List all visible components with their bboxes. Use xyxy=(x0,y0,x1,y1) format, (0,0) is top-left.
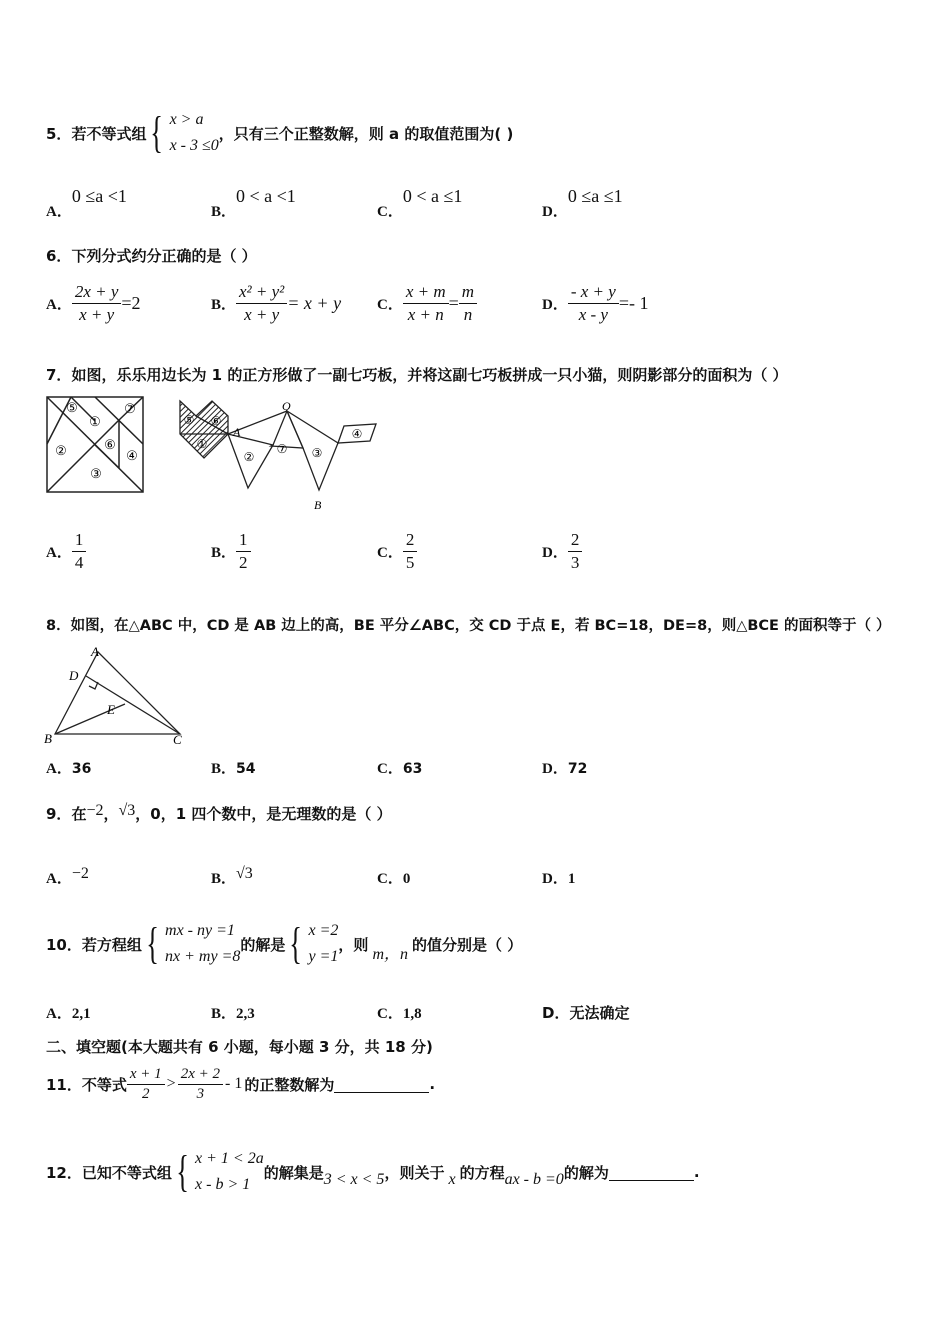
answer-blank[interactable] xyxy=(609,1164,694,1181)
denominator: x + y xyxy=(244,305,280,324)
fraction xyxy=(236,530,251,573)
option-value: 1,8 xyxy=(402,1006,422,1022)
q10-text-mid: 的解是 xyxy=(240,935,286,954)
q9-option-a[interactable] xyxy=(46,862,89,887)
numerator: 2 xyxy=(568,530,583,552)
rhs: =2 xyxy=(121,293,141,313)
option-value: 0 ≤a ≤1 xyxy=(567,186,623,206)
q7-number: 7． xyxy=(46,366,72,384)
option-value: √3 xyxy=(236,865,253,882)
q7-option-d[interactable] xyxy=(542,530,582,573)
cat-label-4: ④ xyxy=(351,427,363,441)
left-brace: { xyxy=(289,919,303,968)
q12-number: 12． xyxy=(46,1163,82,1182)
fraction xyxy=(236,282,287,325)
q7-option-a[interactable] xyxy=(46,530,86,573)
option-value: 2,1 xyxy=(71,1006,91,1022)
option-value: 54 xyxy=(236,761,256,777)
q10-solution-system xyxy=(285,918,338,970)
q5-number: 5． xyxy=(46,124,72,143)
q9-number: 9． xyxy=(46,805,72,823)
cat-label-5: ⑤ xyxy=(183,413,195,427)
q5-option-c[interactable] xyxy=(377,186,463,220)
tangram-square-figure xyxy=(44,394,148,496)
fraction-right xyxy=(178,1066,223,1103)
q12-text-post: 的解为 xyxy=(563,1163,609,1182)
cat-label-1: ① xyxy=(196,437,208,451)
left-brace: { xyxy=(176,1147,189,1196)
q12-text-mid2: ，则关于 xyxy=(384,1163,445,1182)
option-label: C． xyxy=(377,871,403,887)
q10-sys2-row2: y =1 xyxy=(308,948,339,965)
cat-point-b: B xyxy=(314,498,322,512)
question-9 xyxy=(46,803,392,824)
q6-option-d[interactable] xyxy=(542,282,648,325)
q8-option-c[interactable] xyxy=(377,757,422,778)
numerator: x² + y² xyxy=(236,282,287,304)
q10-sys1-row1: mx - ny =1 xyxy=(165,922,235,939)
q12-text-pre: 已知不等式组 xyxy=(81,1163,172,1182)
option-label: D． xyxy=(542,761,568,777)
q10-text-post: 的值分别是（ ） xyxy=(412,935,523,954)
tangram-cat-figure xyxy=(176,398,382,514)
point-b-label: B xyxy=(44,731,52,746)
q5-text-post: ，只有三个正整数解，则 a 的取值范围为( ) xyxy=(218,124,514,143)
q12-var: x xyxy=(448,1171,456,1188)
q5-option-d[interactable] xyxy=(542,186,623,220)
option-label: B． xyxy=(211,761,237,777)
q12-solution: 3 < x < 5 xyxy=(323,1171,385,1188)
fraction xyxy=(72,530,87,573)
label-4: ④ xyxy=(126,448,138,463)
q10-text-pre: 若方程组 xyxy=(81,935,142,954)
option-label: B． xyxy=(211,297,237,313)
q12-inequality-system xyxy=(172,1146,264,1198)
q10-equation-system xyxy=(142,918,240,970)
question-8 xyxy=(46,614,891,635)
numerator: 1 xyxy=(236,530,251,552)
q5-option-b[interactable] xyxy=(211,186,296,220)
q11-tail: - 1 xyxy=(224,1075,243,1092)
cat-label-7: ⑦ xyxy=(276,442,288,456)
option-value: 0 xyxy=(402,871,411,887)
q6-option-b[interactable] xyxy=(211,282,341,325)
rhs: =- 1 xyxy=(618,293,649,313)
denominator: 4 xyxy=(74,553,84,572)
answer-blank[interactable] xyxy=(334,1076,429,1093)
rhs: = x + y xyxy=(287,293,342,313)
denominator: 2 xyxy=(142,1085,150,1102)
q8-option-a[interactable] xyxy=(46,757,91,778)
option-label: C． xyxy=(377,297,403,313)
q11-operator: > xyxy=(166,1075,176,1092)
q12-text-mid3: 的方程 xyxy=(459,1163,505,1182)
question-5 xyxy=(46,108,513,158)
section-2-title: 二、填空题(本大题共有 6 小题，每小题 3 分，共 18 分) xyxy=(46,1038,433,1056)
q6-text: 下列分式约分正确的是（ ） xyxy=(71,247,257,265)
label-1: ① xyxy=(89,414,101,429)
numerator: 1 xyxy=(72,530,87,552)
equals-sign: = xyxy=(448,293,459,313)
question-11 xyxy=(46,1062,435,1106)
q10-option-d[interactable] xyxy=(542,1002,629,1023)
q9-sep: ， xyxy=(103,805,119,823)
option-label: B． xyxy=(211,204,237,220)
option-label: A． xyxy=(46,1006,72,1022)
left-brace: { xyxy=(146,919,159,968)
option-value: 0 < a <1 xyxy=(236,186,296,206)
denominator: 3 xyxy=(196,1085,205,1102)
label-6: ⑥ xyxy=(104,437,116,452)
option-label: D． xyxy=(542,545,568,561)
fraction xyxy=(72,282,122,325)
q9-text-post: ，0，1 四个数中，是无理数的是（ ） xyxy=(135,805,392,823)
option-label: C． xyxy=(377,1006,403,1022)
q12-end: . xyxy=(693,1163,700,1181)
q11-number: 11． xyxy=(46,1075,82,1094)
label-3: ③ xyxy=(90,466,102,481)
q7-option-c[interactable] xyxy=(377,530,417,573)
q10-text-then: ，则 xyxy=(338,935,369,954)
fraction xyxy=(568,282,619,325)
option-value: 2,3 xyxy=(236,1006,255,1022)
option-value: 1 xyxy=(567,871,576,887)
q5-text-pre: 若不等式组 xyxy=(71,124,147,143)
q12-sys-row1: x + 1 < 2a xyxy=(195,1150,264,1167)
option-value: 0 ≤a <1 xyxy=(71,186,127,206)
q8-number: 8． xyxy=(46,618,71,634)
point-e-label: E xyxy=(107,702,115,717)
q9-option-d[interactable] xyxy=(542,867,575,888)
q9-option-c[interactable] xyxy=(377,867,410,888)
q8-option-d[interactable] xyxy=(542,757,587,778)
option-label: A． xyxy=(46,545,72,561)
q12-sys-row2: x - b > 1 xyxy=(195,1176,251,1193)
q7-option-b[interactable] xyxy=(211,530,251,573)
option-label: A． xyxy=(46,871,72,887)
option-label: B． xyxy=(211,545,237,561)
question-7 xyxy=(46,364,788,385)
q6-option-c[interactable] xyxy=(377,282,477,325)
denominator: x + n xyxy=(407,305,444,324)
option-label: A． xyxy=(46,297,72,313)
option-label: B． xyxy=(211,871,237,887)
question-6 xyxy=(46,245,257,266)
q7-text: 如图，乐乐用边长为 1 的正方形做了一副七巧板，并将这副七巧板拼成一只小猫，则阴影部分的面积为（ ） xyxy=(71,366,788,384)
q12-text-mid: 的解集是 xyxy=(263,1163,324,1182)
q9-option-b[interactable] xyxy=(211,862,253,887)
point-d-label: D xyxy=(69,668,79,683)
point-a-label: A xyxy=(91,644,99,659)
option-value: 63 xyxy=(402,761,423,777)
option-label: A． xyxy=(46,204,72,220)
label-7: ⑦ xyxy=(124,401,136,416)
q10-option-a[interactable] xyxy=(46,1002,91,1023)
denominator: x - y xyxy=(578,305,608,324)
q9-value-1: −2 xyxy=(86,802,104,819)
q10-option-c[interactable] xyxy=(377,1002,422,1023)
denominator: x + y xyxy=(79,305,115,324)
question-12 xyxy=(46,1144,700,1200)
numerator: x + m xyxy=(403,282,449,304)
q8-option-b[interactable] xyxy=(211,757,256,778)
numerator: x + 1 xyxy=(127,1066,165,1085)
option-label: D． xyxy=(542,871,568,887)
cat-point-o: O xyxy=(282,399,291,413)
triangle-abc-figure xyxy=(42,642,192,748)
numerator: 2x + y xyxy=(72,282,122,304)
left-brace: { xyxy=(150,108,164,157)
option-label: C． xyxy=(377,761,403,777)
numerator: m xyxy=(459,282,477,304)
fraction xyxy=(403,282,449,325)
fraction-rhs xyxy=(459,282,477,325)
q11-text-pre: 不等式 xyxy=(81,1075,127,1094)
option-label: D． xyxy=(542,297,568,313)
q9-value-2: √3 xyxy=(118,802,136,819)
q6-option-a[interactable] xyxy=(46,282,141,325)
denominator: 2 xyxy=(239,553,248,572)
fraction-left xyxy=(127,1066,165,1103)
q8-text: 如图，在△ABC 中，CD 是 AB 边上的高，BE 平分∠ABC，交 CD 于点 E，若 BC=18，DE=8，则△BCE 的面积等于（ ） xyxy=(70,618,891,634)
denominator: 3 xyxy=(570,553,580,572)
denominator: n xyxy=(463,305,473,324)
fraction xyxy=(568,530,583,573)
option-label: B． xyxy=(211,1006,237,1022)
numerator: 2 xyxy=(403,530,418,552)
q10-number: 10． xyxy=(46,935,82,954)
q11-end: . xyxy=(429,1075,436,1093)
option-value: 72 xyxy=(567,761,588,777)
q5-sys-row1: x > a xyxy=(169,111,204,128)
q5-inequality-system xyxy=(146,107,218,159)
cat-label-6: ⑥ xyxy=(210,414,222,428)
q11-text-post: 的正整数解为 xyxy=(244,1075,335,1094)
q10-sys2-row1: x =2 xyxy=(308,922,339,939)
option-value: 0 < a ≤1 xyxy=(402,186,463,206)
option-value: 无法确定 xyxy=(569,1004,630,1022)
option-label: D． xyxy=(542,204,568,220)
point-c-label: C xyxy=(173,732,182,747)
q10-vars: m，n xyxy=(372,945,408,963)
option-value: −2 xyxy=(71,865,89,882)
q6-number: 6． xyxy=(46,247,72,265)
cat-label-3: ③ xyxy=(311,446,323,460)
denominator: 5 xyxy=(405,553,415,572)
numerator: - x + y xyxy=(568,282,619,304)
option-label: D． xyxy=(542,1004,570,1022)
option-label: C． xyxy=(377,545,403,561)
option-value: 36 xyxy=(71,761,92,777)
label-5: ⑤ xyxy=(66,400,78,415)
cat-point-a: A xyxy=(233,425,241,439)
label-2: ② xyxy=(55,443,67,458)
option-label: A． xyxy=(46,761,72,777)
numerator: 2x + 2 xyxy=(178,1066,223,1085)
option-label: C． xyxy=(377,204,403,220)
question-10 xyxy=(46,916,522,972)
cat-label-2: ② xyxy=(243,450,255,464)
q5-sys-row2: x - 3 ≤0 xyxy=(169,137,219,154)
q10-sys1-row2: nx + my =8 xyxy=(165,948,241,965)
q12-equation: ax - b =0 xyxy=(504,1171,564,1188)
q5-option-a[interactable] xyxy=(46,186,127,220)
q10-option-b[interactable] xyxy=(211,1002,255,1023)
fraction xyxy=(403,530,418,573)
q9-text-pre: 在 xyxy=(71,805,87,823)
